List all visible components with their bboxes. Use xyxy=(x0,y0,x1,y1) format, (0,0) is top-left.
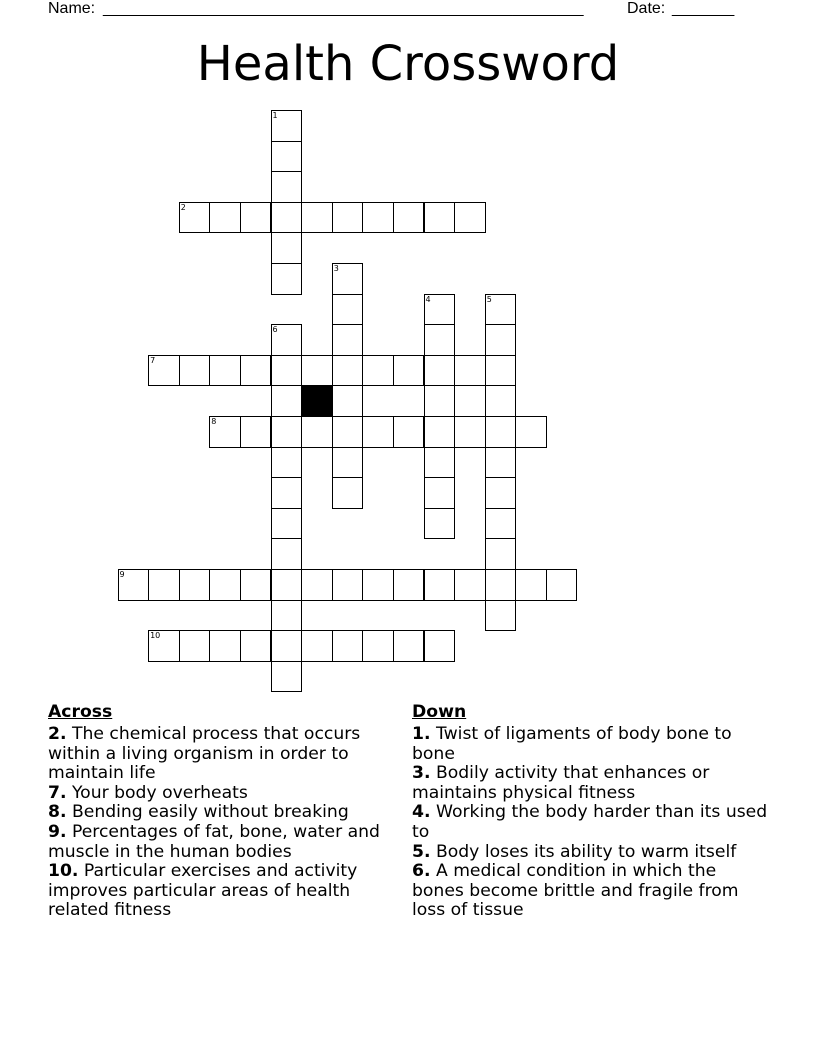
crossword-cell[interactable] xyxy=(485,600,517,632)
crossword-cell[interactable] xyxy=(332,263,364,295)
crossword-cell[interactable] xyxy=(393,202,425,234)
across-heading: Across xyxy=(48,702,113,722)
crossword-cell[interactable] xyxy=(209,630,241,662)
crossword-cell[interactable] xyxy=(424,447,456,479)
crossword-cell[interactable] xyxy=(240,569,272,601)
crossword-cell[interactable] xyxy=(209,202,241,234)
down-clue xyxy=(412,803,772,842)
down-clue-list xyxy=(412,725,772,921)
crossword-cell[interactable] xyxy=(454,202,486,234)
across-clue-list xyxy=(48,725,388,921)
crossword-cell[interactable] xyxy=(424,508,456,540)
clue-text: The chemical process that occurs within a living organism in order to maintain life xyxy=(48,724,361,784)
crossword-cell[interactable] xyxy=(301,630,333,662)
down-clues xyxy=(412,702,772,921)
crossword-cell[interactable] xyxy=(209,569,241,601)
name-label: Name: xyxy=(48,0,96,17)
crossword-cell[interactable] xyxy=(209,355,241,387)
crossword-cell[interactable] xyxy=(271,600,303,632)
clue-number: 8. xyxy=(48,802,67,823)
clue-number: 7. xyxy=(48,782,67,803)
crossword-cell[interactable] xyxy=(301,355,333,387)
cell-number: 4 xyxy=(425,294,431,304)
crossword-cell[interactable] xyxy=(271,630,303,662)
crossword-cell[interactable] xyxy=(393,416,425,448)
crossword-cell[interactable] xyxy=(332,324,364,356)
crossword-cell[interactable] xyxy=(271,263,303,295)
cell-number: 9 xyxy=(119,570,125,579)
crossword-cell[interactable] xyxy=(301,569,333,601)
clue-number: 9. xyxy=(48,821,67,842)
clue-number: 2. xyxy=(48,724,67,744)
clue-text: Working the body harder than its used to xyxy=(412,802,768,842)
clue-text: Your body overheats xyxy=(71,782,248,803)
crossword-cell[interactable] xyxy=(424,355,456,387)
crossword-cell[interactable] xyxy=(240,355,272,387)
crossword-cell[interactable] xyxy=(271,569,303,601)
crossword-cell[interactable] xyxy=(271,110,303,142)
crossword-cell[interactable] xyxy=(209,416,241,448)
across-clue xyxy=(48,725,388,784)
cell-number: 10 xyxy=(150,631,161,641)
clue-text: Body loses its ability to warm itself xyxy=(435,841,737,862)
crossword-cell[interactable] xyxy=(332,385,364,417)
crossword-cell[interactable] xyxy=(332,202,364,234)
crossword-cell[interactable] xyxy=(393,355,425,387)
crossword-cell[interactable] xyxy=(271,171,303,203)
crossword-cell[interactable] xyxy=(301,416,333,448)
across-clue xyxy=(48,803,388,823)
crossword-cell[interactable] xyxy=(485,355,517,387)
clue-text: Particular exercises and activity improves particular areas of health related fitness xyxy=(48,861,358,921)
crossword-cell[interactable] xyxy=(148,630,180,662)
cell-number: 3 xyxy=(333,264,339,273)
crossword-cell[interactable] xyxy=(332,355,364,387)
clue-number: 3. xyxy=(412,763,431,784)
crossword-cell[interactable] xyxy=(424,569,456,601)
crossword-cell[interactable] xyxy=(332,630,364,662)
crossword-cell[interactable] xyxy=(424,477,456,509)
crossword-cell[interactable] xyxy=(424,324,456,356)
crossword-cell[interactable] xyxy=(332,569,364,601)
crossword-cell[interactable] xyxy=(424,416,456,448)
cell-number: 5 xyxy=(486,294,492,304)
name-field[interactable]: ______________________________________________________ xyxy=(103,0,584,17)
crossword-cell[interactable] xyxy=(424,630,456,662)
crossword-cell[interactable] xyxy=(362,569,394,601)
crossword-cell[interactable] xyxy=(485,569,517,601)
clue-number: 4. xyxy=(412,802,431,823)
crossword-cell[interactable] xyxy=(362,630,394,662)
crossword-cell[interactable] xyxy=(332,294,364,326)
crossword-cell[interactable] xyxy=(485,385,517,417)
crossword-cell[interactable] xyxy=(485,416,517,448)
clue-text: Percentages of fat, bone, water and muscle in the human bodies xyxy=(48,821,380,862)
crossword-cell[interactable] xyxy=(424,202,456,234)
crossword-cell[interactable] xyxy=(424,385,456,417)
crossword-cell[interactable] xyxy=(271,232,303,264)
clue-number: 1. xyxy=(412,724,431,744)
crossword-cell[interactable] xyxy=(332,447,364,479)
clue-text: A medical condition in which the bones become brittle and fragile from loss of tissue xyxy=(412,861,739,921)
crossword-cell[interactable] xyxy=(271,508,303,540)
crossword-cell[interactable] xyxy=(271,324,303,356)
down-clue xyxy=(412,843,772,863)
crossword-cell[interactable] xyxy=(271,202,303,234)
cell-number: 6 xyxy=(272,325,278,335)
crossword-cell[interactable] xyxy=(271,355,303,387)
clue-text: Bending easily without breaking xyxy=(71,802,349,823)
crossword-block xyxy=(301,385,333,417)
crossword-cell[interactable] xyxy=(179,202,211,234)
crossword-cell[interactable] xyxy=(454,416,486,448)
crossword-cell[interactable] xyxy=(301,202,333,234)
clue-number: 10. xyxy=(48,861,79,882)
clue-number: 6. xyxy=(412,861,431,882)
crossword-cell[interactable] xyxy=(362,202,394,234)
crossword-cell[interactable] xyxy=(118,569,150,601)
cell-number: 8 xyxy=(211,417,217,426)
crossword-cell[interactable] xyxy=(271,477,303,509)
page-title: Health Crossword xyxy=(196,36,620,92)
crossword-cell[interactable] xyxy=(148,355,180,387)
crossword-cell[interactable] xyxy=(393,569,425,601)
crossword-cell[interactable] xyxy=(515,569,547,601)
crossword-cell[interactable] xyxy=(393,630,425,662)
crossword-cell[interactable] xyxy=(424,294,456,326)
date-label: Date: xyxy=(627,0,666,17)
clue-text: Twist of ligaments of body bone to bone xyxy=(412,724,732,764)
crossword-cell[interactable] xyxy=(240,630,272,662)
clue-text: Bodily activity that enhances or maintains physical fitness xyxy=(412,763,710,803)
crossword-cell[interactable] xyxy=(271,385,303,417)
down-clue xyxy=(412,764,772,803)
crossword-cell[interactable] xyxy=(546,569,578,601)
crossword-cell[interactable] xyxy=(485,538,517,570)
crossword-cell[interactable] xyxy=(485,508,517,540)
crossword-cell[interactable] xyxy=(179,569,211,601)
crossword-cell[interactable] xyxy=(362,416,394,448)
cell-number: 1 xyxy=(272,111,278,120)
cell-number: 7 xyxy=(150,355,156,365)
down-heading: Down xyxy=(412,702,467,722)
crossword-cell[interactable] xyxy=(179,355,211,387)
across-clue xyxy=(48,862,388,921)
down-clue xyxy=(412,862,772,921)
crossword-cell[interactable] xyxy=(332,477,364,509)
crossword-cell[interactable] xyxy=(271,141,303,173)
crossword-cell[interactable] xyxy=(271,447,303,479)
across-clue xyxy=(48,823,388,862)
crossword-cell[interactable] xyxy=(485,447,517,479)
crossword-cell[interactable] xyxy=(515,416,547,448)
down-clue xyxy=(412,725,772,764)
crossword-cell[interactable] xyxy=(240,202,272,234)
across-clues xyxy=(48,702,388,921)
across-clue xyxy=(48,784,388,804)
date-field[interactable]: _______ xyxy=(672,0,735,17)
crossword-cell[interactable] xyxy=(332,416,364,448)
crossword-cell[interactable] xyxy=(485,324,517,356)
crossword-cell[interactable] xyxy=(485,477,517,509)
crossword-cell[interactable] xyxy=(271,538,303,570)
crossword-cell[interactable] xyxy=(179,630,211,662)
crossword-cell[interactable] xyxy=(271,416,303,448)
crossword-cell[interactable] xyxy=(271,661,303,693)
crossword-cell[interactable] xyxy=(454,569,486,601)
crossword-cell[interactable] xyxy=(362,355,394,387)
crossword-cell[interactable] xyxy=(454,355,486,387)
cell-number: 2 xyxy=(180,202,186,212)
crossword-cell[interactable] xyxy=(148,569,180,601)
crossword-cell[interactable] xyxy=(240,416,272,448)
clue-number: 5. xyxy=(412,841,431,862)
crossword-cell[interactable] xyxy=(485,294,517,326)
